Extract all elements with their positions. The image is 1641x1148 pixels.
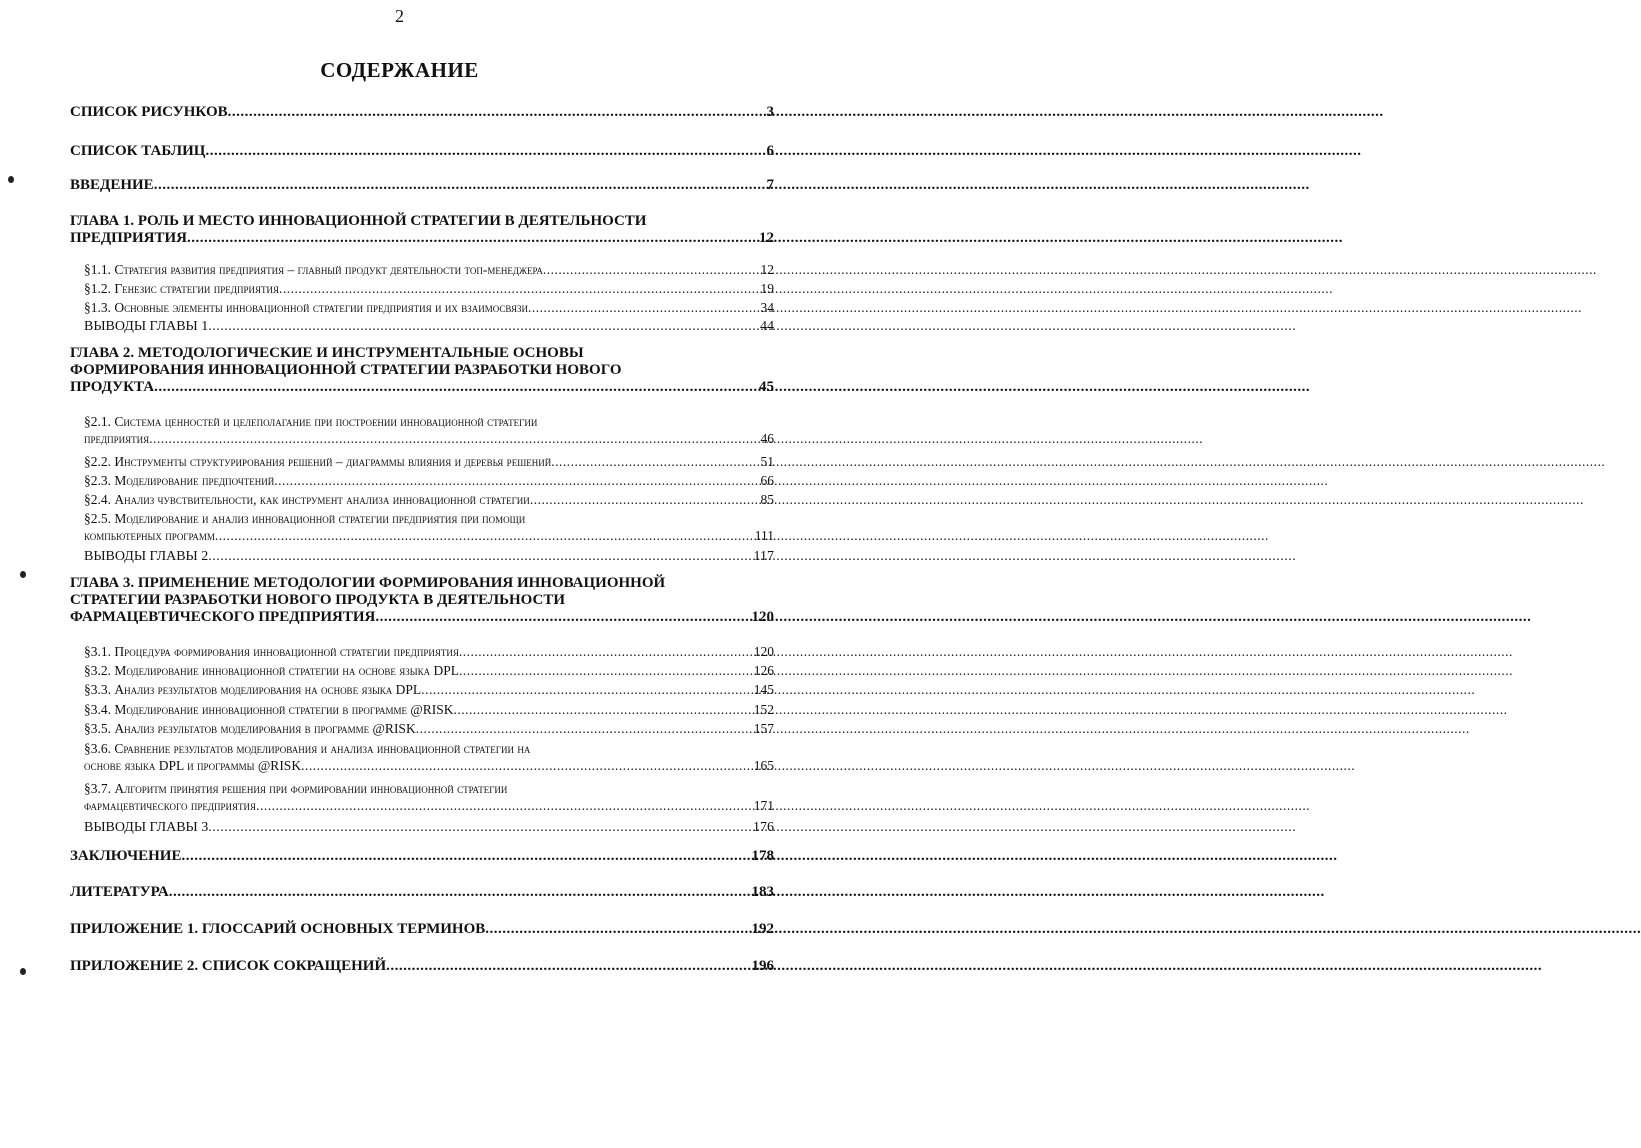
toc-section-3-6[interactable]: §3.6. Сравнение результатов моделирования и анализа инновационной стратегии на основе языка DPL и программы @RISK ..... 165 bbox=[84, 740, 774, 774]
toc-chapter-1[interactable]: ГЛАВА 1. РОЛЬ И МЕСТО ИННОВАЦИОННОЙ СТРАТЕГИИ В ДЕЯТЕЛЬНОСТИ ПРЕДПРИЯТИЯ ..... 12 bbox=[70, 213, 774, 247]
toc-section-3-5[interactable]: §3.5. Анализ результатов моделирования в программе @RISK ..... 157 bbox=[84, 720, 774, 737]
toc-appendix-2[interactable]: ПРИЛОЖЕНИЕ 2. СПИСОК СОКРАЩЕНИЙ ..... 196 bbox=[70, 958, 774, 975]
toc-conclusions-chapter-2[interactable]: ВЫВОДЫ ГЛАВЫ 2 ..... 117 bbox=[84, 548, 774, 565]
toc-section-3-1[interactable]: §3.1. Процедура формирования инновационной стратегии предприятия ..... 120 bbox=[84, 643, 774, 660]
toc-section-1-2[interactable]: §1.2. Генезис стратегии предприятия ..... 19 bbox=[84, 280, 774, 297]
toc-conclusions-chapter-1[interactable]: ВЫВОДЫ ГЛАВЫ 1 ..... 44 bbox=[84, 318, 774, 335]
toc-section-2-5[interactable]: §2.5. Моделирование и анализ инновационной стратегии предприятия при помощи компьютерных программ ..... 111 bbox=[84, 510, 774, 544]
toc-section-1-1[interactable]: §1.1. Стратегия развития предприятия – главный продукт деятельности топ-менеджера ..... 12 bbox=[84, 261, 774, 278]
toc-section-3-4[interactable]: §3.4. Моделирование инновационной стратегии в программе @RISK ..... 152 bbox=[84, 701, 774, 718]
scan-mark bbox=[20, 968, 26, 975]
toc-section-2-2[interactable]: §2.2. Инструменты структурирования решений – диаграммы влияния и деревья решений ..... 51 bbox=[84, 453, 774, 470]
toc-chapter-3[interactable]: ГЛАВА 3. ПРИМЕНЕНИЕ МЕТОДОЛОГИИ ФОРМИРОВАНИЯ ИННОВАЦИОННОЙ СТРАТЕГИИ РАЗРАБОТКИ НОВОГО ПРОДУКТА В ДЕЯТЕЛЬНОСТИ ФАРМАЦЕВТИЧЕСКОГО ПРЕДПРИЯТИЯ ..... 120 bbox=[70, 575, 774, 626]
toc-introduction[interactable]: ВВЕДЕНИЕ ..... 7 bbox=[70, 177, 774, 194]
toc-list-of-tables[interactable]: СПИСОК ТАБЛИЦ ..... 6 bbox=[70, 143, 774, 160]
toc-section-3-7[interactable]: §3.7. Алгоритм принятия решения при формировании инновационной стратегии фармацевтического предприятия ..... 171 bbox=[84, 780, 774, 814]
page-number: 2 bbox=[395, 6, 404, 26]
toc-conclusion[interactable]: ЗАКЛЮЧЕНИЕ ..... 178 bbox=[70, 848, 774, 865]
toc-section-3-3[interactable]: §3.3. Анализ результатов моделирования на основе языка DPL ..... 145 bbox=[84, 681, 774, 698]
toc-literature[interactable]: ЛИТЕРАТУРА ..... 183 bbox=[70, 884, 774, 901]
toc-section-2-3[interactable]: §2.3. Моделирование предпочтений ..... 66 bbox=[84, 472, 774, 489]
toc-section-3-2[interactable]: §3.2. Моделирование инновационной стратегии на основе языка DPL ..... 126 bbox=[84, 662, 774, 679]
toc-list-of-figures[interactable]: СПИСОК РИСУНКОВ ..... 3 bbox=[70, 104, 774, 121]
toc-conclusions-chapter-3[interactable]: ВЫВОДЫ ГЛАВЫ 3 ..... 176 bbox=[84, 819, 774, 836]
page-title: СОДЕРЖАНИЕ bbox=[320, 58, 479, 82]
scan-mark bbox=[8, 176, 14, 183]
scan-mark bbox=[20, 571, 26, 578]
toc-section-1-3[interactable]: §1.3. Основные элементы инновационной стратегии предприятия и их взаимосвязи ..... 34 bbox=[84, 299, 774, 316]
toc-appendix-1[interactable]: ПРИЛОЖЕНИЕ 1. ГЛОССАРИЙ ОСНОВНЫХ ТЕРМИНОВ ..... 192 bbox=[70, 921, 774, 938]
toc-section-2-1[interactable]: §2.1. Система ценностей и целеполагание при построении инновационной стратегии предприятия ..... 46 bbox=[84, 413, 774, 447]
toc-chapter-2[interactable]: ГЛАВА 2. МЕТОДОЛОГИЧЕСКИЕ И ИНСТРУМЕНТАЛЬНЫЕ ОСНОВЫ ФОРМИРОВАНИЯ ИННОВАЦИОННОЙ СТРАТЕГИИ РАЗРАБОТКИ НОВОГО ПРОДУКТА ..... 45 bbox=[70, 345, 774, 396]
toc-section-2-4[interactable]: §2.4. Анализ чувствительности, как инструмент анализа инновационной стратегии ..... 85 bbox=[84, 491, 774, 508]
